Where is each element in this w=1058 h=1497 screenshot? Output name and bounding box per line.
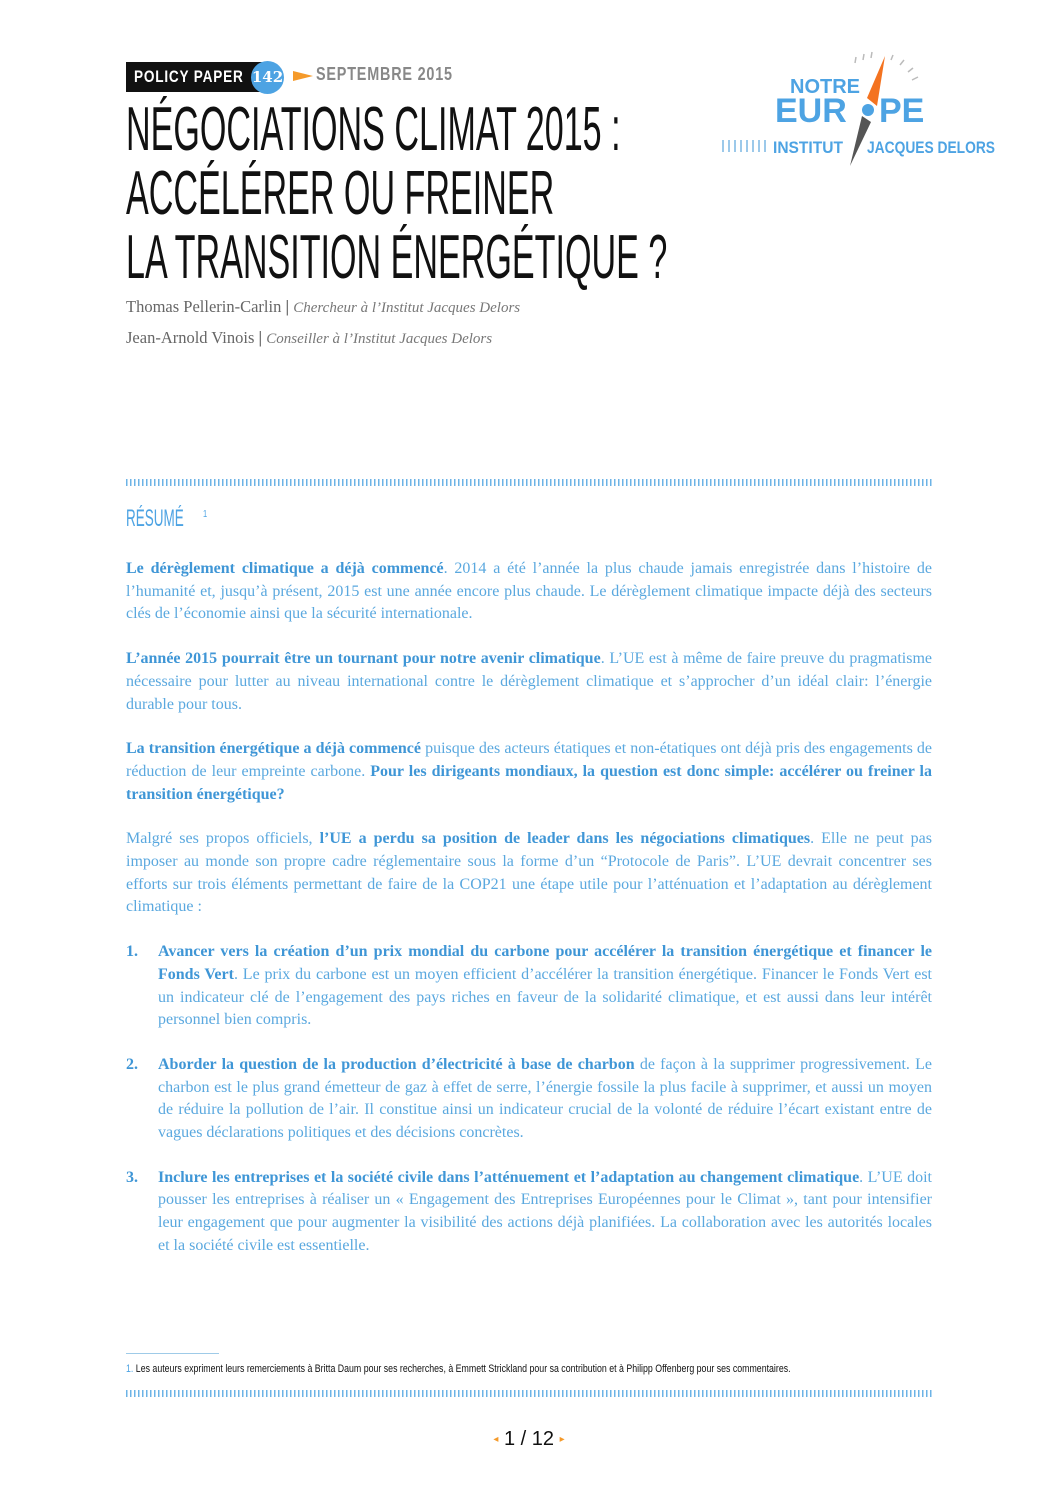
- body-text: . 2014 a été l’année la plus chaude jamais enregistrée dans l’histoire de l’humanité et, jusqu’à présent, 2015 est une année encore plus chaude. Le dérèglement climatique impacte déjà des secteurs clés de l’économie ainsi que la sécurité internationale.: [126, 560, 932, 623]
- summary-paragraph: [126, 648, 932, 716]
- summary-paragraph: [126, 558, 932, 626]
- emphasis-text: Pour les dirigeants mondiaux, la question est donc simple: accélérer ou freiner la transition énergétique?: [126, 762, 932, 803]
- svg-text:JACQUES DELORS: JACQUES DELORS: [867, 138, 995, 157]
- footnote: 1. Les auteurs expriment leurs remerciements à Britta Daum pour ses recherches, à Emmett Strickland pour sa contribution et à Philipp Offenberg pour ses commentaires.: [126, 1363, 791, 1375]
- divider: [126, 1390, 932, 1397]
- arrow-right-icon: ▸: [559, 1434, 565, 1446]
- summary-paragraph: [126, 738, 932, 806]
- body-text: Malgré ses propos officiels,: [126, 830, 320, 848]
- summary-body: [126, 558, 932, 1280]
- publication-date: SEPTEMBRE 2015: [316, 64, 453, 84]
- list-item: [126, 1167, 932, 1258]
- emphasis-text: L’année 2015 pourrait être un tournant pour notre avenir climatique: [126, 650, 601, 668]
- notre-europe-logo: [715, 48, 1005, 173]
- list-number: 3.: [126, 1168, 138, 1186]
- list-text: [158, 941, 932, 1032]
- section-heading: RÉSUMÉ $^1$: [126, 505, 208, 532]
- emphasis-text: l’UE a perdu sa position de leader dans les négociations climatiques: [319, 830, 811, 848]
- page-title: [126, 95, 668, 292]
- body-text: puisque des acteurs étatiques et non-étatiques ont déjà pris des engagements de réduction de leur empreinte carbone.: [126, 740, 932, 780]
- svg-text:NOTRE: NOTRE: [790, 76, 860, 98]
- list-text: [158, 1054, 932, 1145]
- list-number: 1.: [126, 943, 138, 961]
- list-number: 2.: [126, 1055, 138, 1073]
- page-number: ◂ 1 / 12 ▸: [493, 1428, 565, 1450]
- body-text: . L’UE doit pousser les entreprises à réaliser un « Engagement des Entreprises Européennes pour le Climat », tant pour intensifier leur engagement que pour augmenter la visibilité des actions déjà planifiées. La collaboration avec les autorités locales et la société civile est essentielle.: [158, 1168, 932, 1254]
- author: Jean-Arnold Vinois | Conseiller à l’Institut Jacques Delors: [126, 328, 493, 347]
- svg-text:PE: PE: [879, 92, 925, 130]
- title-line: NÉGOCIATIONS CLIMAT 2015 :: [126, 95, 621, 164]
- svg-text:EUR: EUR: [775, 92, 847, 130]
- body-text: de façon à la supprimer progressivement. Le charbon est le plus grand émetteur de gaz à effet de serre, l’énergie fossile la plus facile à supprimer, et aussi un moyen de réduire la pollution de l’air. Il constitue ainsi un indicateur crucial de la volonté de réduire l’écart existant entre de vagues déclarations politiques et des décisions concrètes.: [158, 1055, 933, 1142]
- list-item: [126, 1054, 932, 1145]
- body-text: . L’UE est à même de faire preuve du pragmatisme nécessaire pour lutter au niveau international contre le dérèglement climatique et s’approcher d’un idéal clair: l’énergie durable pour tous.: [126, 650, 932, 713]
- author: Thomas Pellerin-Carlin | Chercheur à l’Institut Jacques Delors: [126, 297, 521, 316]
- arrow-left-icon: ◂: [493, 1434, 499, 1446]
- divider: [126, 479, 932, 486]
- footnote-ref[interactable]: 1: [203, 509, 208, 520]
- body-text: . Le prix du carbone est un moyen efficient d’accélérer la transition énergétique. Financer le Fonds Vert est un indicateur clé de l’engagement des pays riches en faveur de la solidarité climatique, et est aussi dans leur intérêt personnel bien compris.: [158, 965, 932, 1029]
- summary-paragraph: [126, 828, 932, 919]
- emphasis-text: Inclure les entreprises et la société civile dans l’atténuement et l’adaptation au changement climatique: [158, 1168, 860, 1186]
- emphasis-text: Le dérèglement climatique a déjà commencé: [126, 560, 444, 577]
- list-item: [126, 941, 932, 1032]
- issue-number-badge: 142: [251, 61, 284, 94]
- arrow-icon: [293, 71, 313, 81]
- emphasis-text: Aborder la question de la production d’électricité à base de charbon: [158, 1055, 635, 1073]
- list-text: [158, 1167, 932, 1258]
- svg-text:INSTITUT: INSTITUT: [773, 138, 844, 157]
- title-line: ACCÉLÉRER OU FREINER: [126, 159, 555, 228]
- footnote-rule: [126, 1353, 219, 1354]
- title-line: LA TRANSITION ÉNERGÉTIQUE ?: [126, 223, 668, 292]
- emphasis-text: La transition énergétique a déjà commencé: [126, 740, 421, 758]
- body-text: . Elle ne peut pas imposer au monde son propre cadre réglementaire sous la forme d’un “Protocole de Paris”. L’UE devrait concentrer ses efforts sur trois éléments permettant de faire de la COP21 une étape utile pour l’atténuation et l’adaptation au dérèglement climatique :: [126, 830, 933, 916]
- emphasis-text: Avancer vers la création d’un prix mondial du carbone pour accélérer la transition énergétique et financer le Fonds Vert: [158, 943, 932, 983]
- policy-paper-tag: POLICY PAPER: [126, 62, 267, 92]
